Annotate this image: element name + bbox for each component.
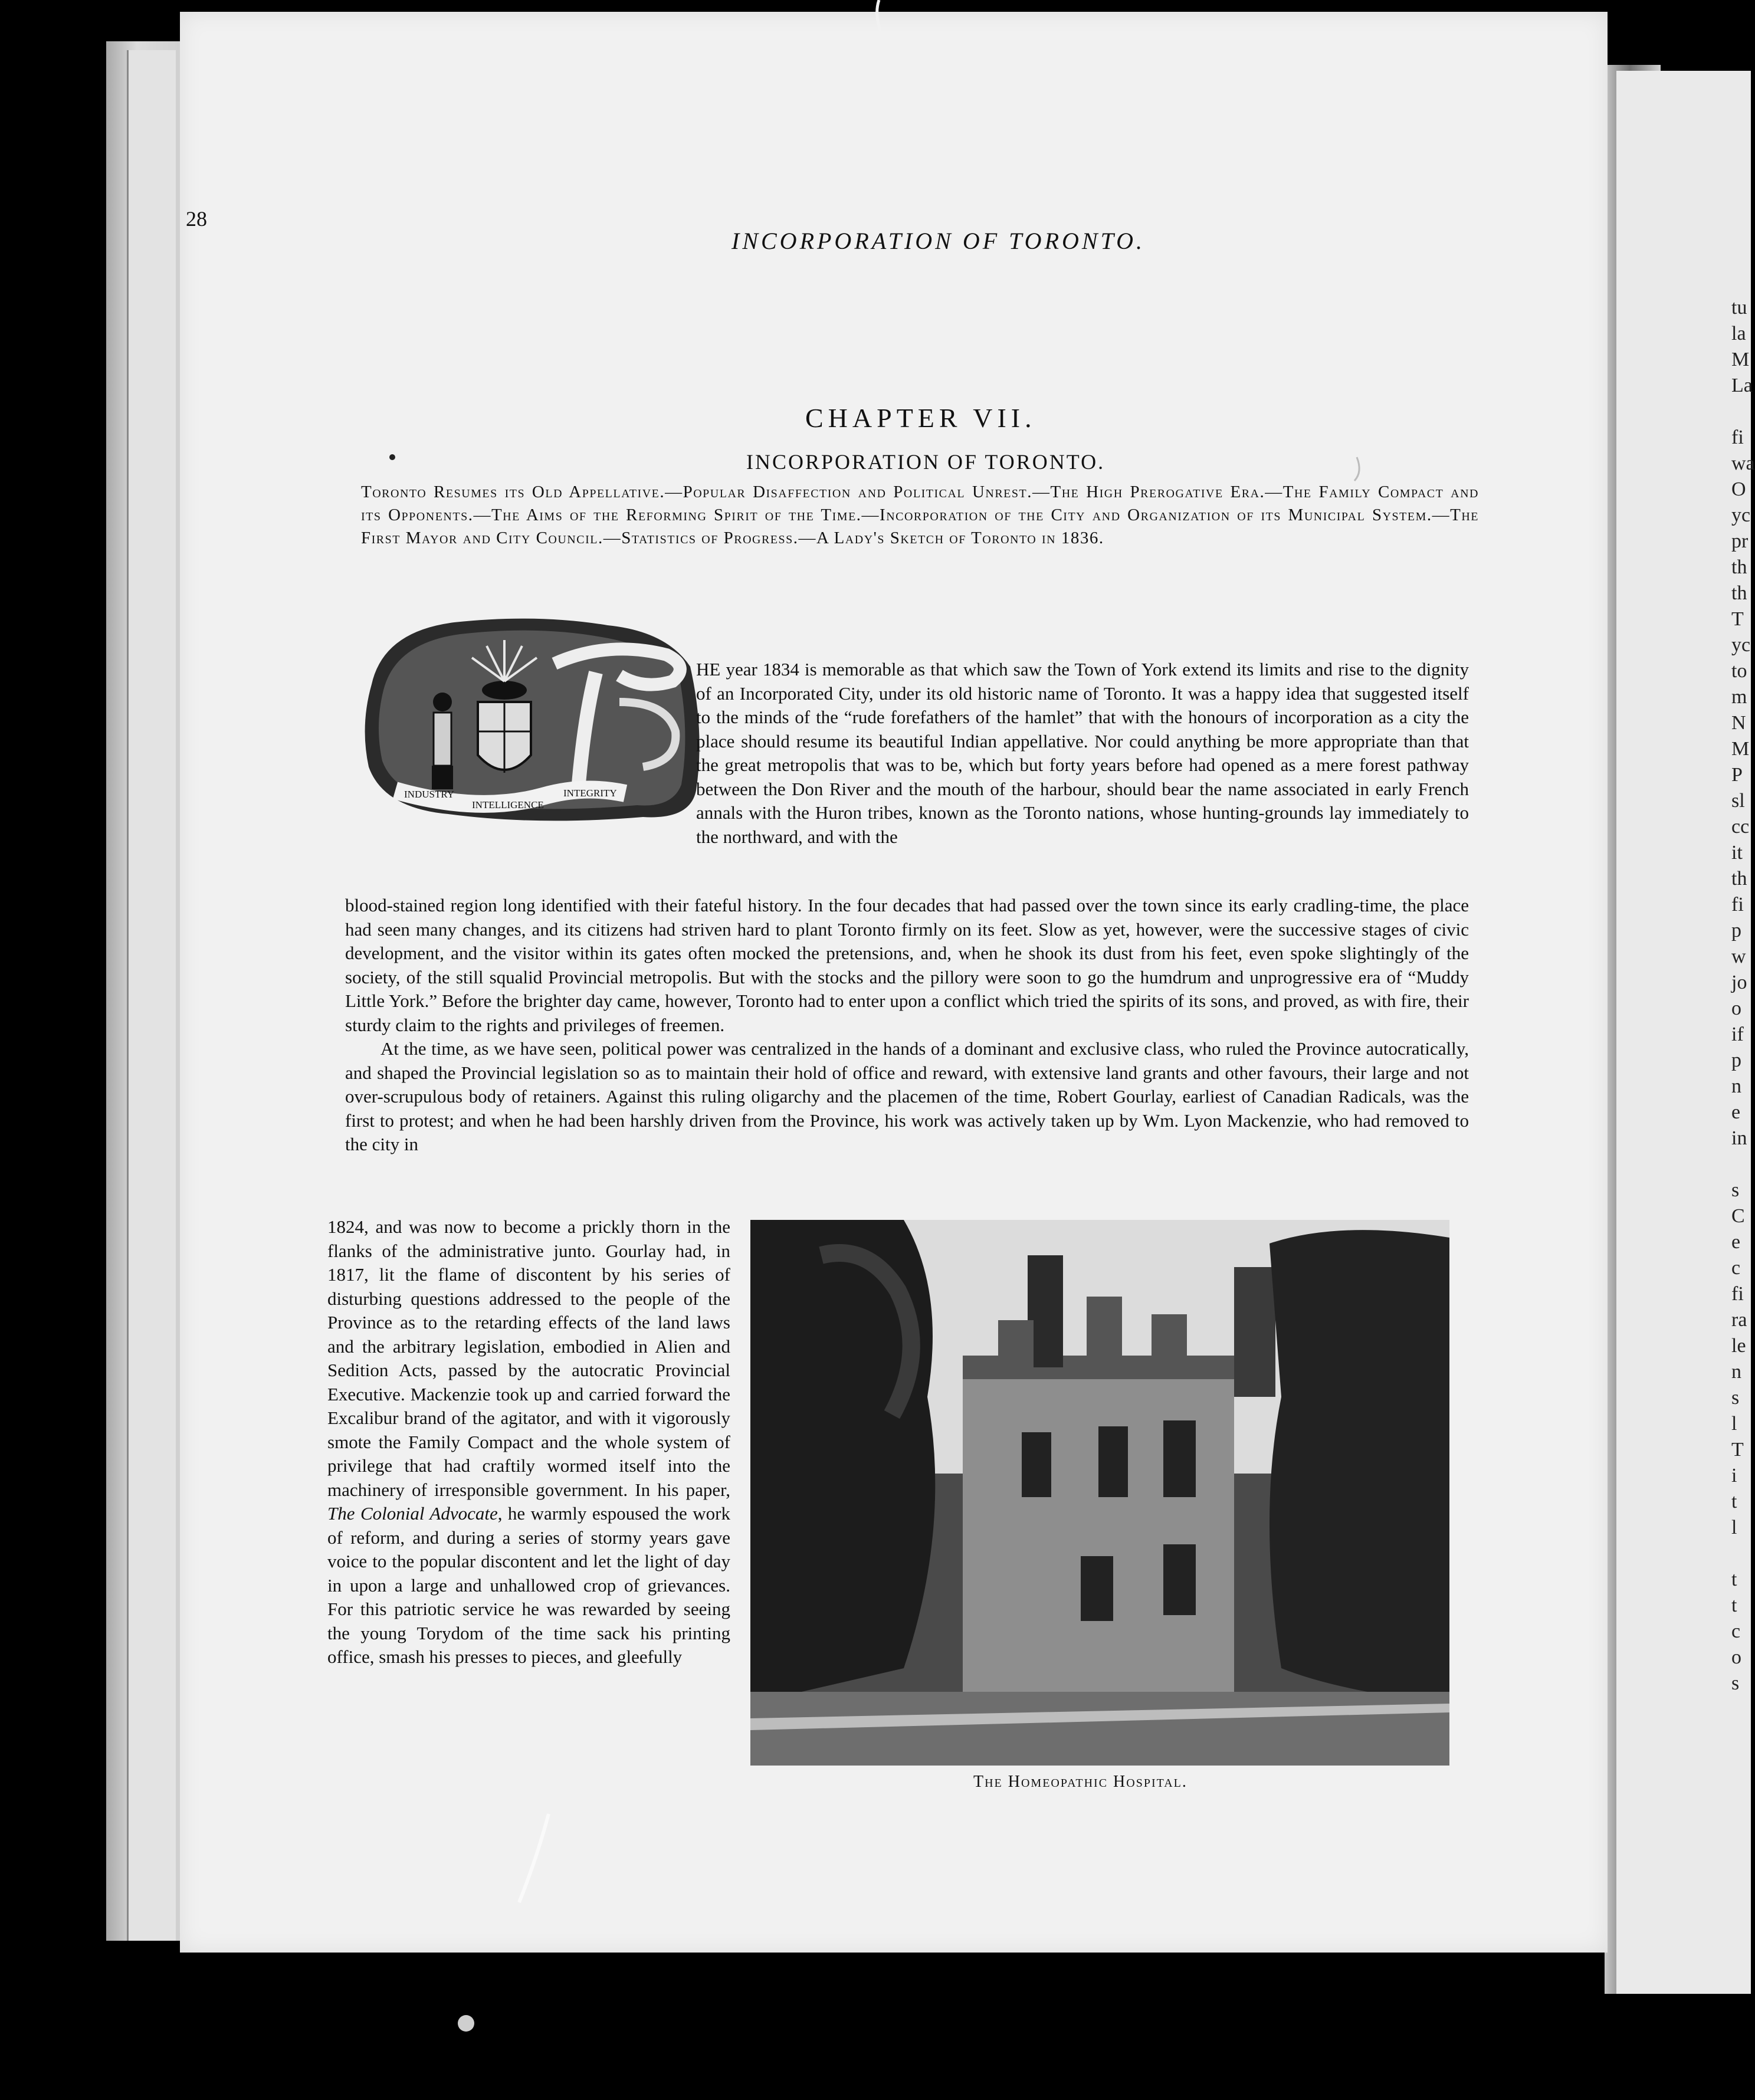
facing-page-line: ra: [1731, 1309, 1747, 1331]
chapter-title: CHAPTER VII.: [805, 403, 1036, 433]
facing-page-line: p: [1731, 1049, 1741, 1071]
page-number: 28: [186, 207, 207, 231]
text-run: 1824, and was now to become a prickly thorn in the flanks of the administrative junto. Gourlay had, in 1817, lit the flame of discontent by his series of disturbing questions addressed to the people of the Province as to the retarding effects of the land laws and the arbitrary legislation, embodied in Alien and Sedition Acts, passed by the autocratic Provincial Executive. Mackenzie took up and carried forward the Excalibur brand of the agitator, and with it vigorously smote the Family Compact and the whole system of privilege that had craftily wormed itself into the machinery of irresponsible government. In his paper,: [327, 1216, 730, 1500]
facing-page-line: yc: [1731, 504, 1751, 526]
paragraph: At the time, as we have seen, political power was centralized in the hands of a dominant and exclusive class, who ruled the Province autocratically, and shaped the Provincial legislation so as to maintain their hold of office and reward, with extensive land grants and other favours, their large and not over-scrupulous body of retainers. Against this ruling oligarchy and the placemen of the time, Robert Gourlay, earliest of Canadian Radicals, was the first to protest; and when he had been harshly driven from the Province, his work was actively taken up by Wm. Lyon Mackenzie, who had removed to the city in: [345, 1038, 1469, 1154]
facing-page-line: to: [1731, 660, 1747, 682]
facing-page-line: O: [1731, 478, 1746, 500]
facing-page-line: p: [1731, 920, 1741, 941]
facing-page-line: th: [1731, 556, 1747, 578]
facing-page-line: t: [1731, 1594, 1737, 1616]
facing-page-line: yc: [1731, 634, 1751, 656]
hospital-photograph: [750, 1220, 1449, 1766]
facing-page-line: l: [1731, 1517, 1737, 1538]
paragraph: [327, 1215, 730, 1669]
text-run: , he warmly espoused the work of reform, and during a series of stormy years gave voice to the popular discontent and let the light of day in upon a large and unhallowed crop of grievances. For this patriotic service he was rewarded by seeing the young Torydom of the time sack his printing office, smash his presses to pieces, and gleefully: [327, 1503, 730, 1667]
book-edge-inner: [127, 50, 176, 1941]
facing-page-line: m: [1731, 686, 1747, 708]
facing-page-line: t: [1731, 1491, 1737, 1512]
facing-page-line: if: [1731, 1023, 1744, 1045]
supporter-figure-icon: [432, 693, 453, 789]
facing-page-line: M: [1731, 349, 1750, 370]
facing-page-line: fi: [1731, 1283, 1744, 1305]
figure-caption: The Homeopathic Hospital.: [973, 1773, 1188, 1791]
chapter-synopsis: Toronto Resumes its Old Appellative.—Popular Disaffection and Political Unrest.—The High Prerogative Era.—The Family Compact and its Opponents.—The Aims of the Reforming Spirit of the Time.—Incorporation of the City and Organization of its Municipal System.—The First Mayor and City Council.—Statistics of Progress.—A Lady's Sketch of Toronto in 1836.: [361, 483, 1479, 547]
facing-page-line: n: [1731, 1361, 1741, 1383]
paragraph: blood-stained region long identified with their fateful history. In the four decades that had passed over the town since its early cradling-time, the place had seen many changes, and its citizens had striven hard to plant Toronto firmly on its feet. Slow as yet, however, were the successive stages of civic development, and the visitor within its gates often mocked the pretensions, and, when he shook its dust from his feet, even spoke slightingly of the society, of the still squalid Provincial metropolis. But with the stocks and the pillory were soon to go the humdrum and unprogressive era of “Muddy Little York.” Before the brighter day came, however, Toronto had to enter upon a conflict which tried the spirits of its sons, and proved, as with fire, their sturdy claim to the rights and privileges of freemen.: [345, 895, 1469, 1035]
motto-word-3: INTEGRITY: [563, 788, 617, 799]
facing-page-line: s: [1731, 1179, 1740, 1201]
facing-page-line: c: [1731, 1620, 1741, 1642]
tree-right-icon: [1269, 1230, 1449, 1704]
facing-page-line: M: [1731, 738, 1750, 760]
facing-page-line: c: [1731, 1257, 1741, 1279]
tree-left-icon: [750, 1220, 935, 1704]
facing-page-line: fi: [1731, 426, 1744, 448]
facing-page-line: la: [1731, 323, 1746, 344]
facing-page-line: [1731, 399, 1755, 425]
motto-word-1: INDUSTRY: [404, 789, 455, 800]
facing-page-line: e: [1731, 1101, 1741, 1123]
column-text: [327, 1215, 730, 1669]
facing-page-line: it: [1731, 842, 1743, 864]
facing-page-line: e: [1731, 1231, 1741, 1253]
facing-page-line: in: [1731, 1127, 1747, 1149]
facing-page-line: o: [1731, 1646, 1741, 1668]
facing-page-line: P: [1731, 764, 1743, 786]
chapter-subtitle: INCORPORATION OF TORONTO.: [746, 450, 1106, 474]
facing-page-line: le: [1731, 1335, 1746, 1357]
facing-page-line: th: [1731, 582, 1747, 604]
facing-page-line: s: [1731, 1672, 1740, 1694]
facing-page-line: T: [1731, 608, 1744, 630]
newspaper-title: The Colonial Advocate: [327, 1503, 498, 1524]
facing-page-line: s: [1731, 1387, 1740, 1409]
running-head: INCORPORATION OF TORONTO.: [731, 228, 1145, 254]
facing-page-line: wa: [1731, 452, 1755, 474]
facing-page-line: tu: [1731, 297, 1747, 319]
city-arms-dropcap-illustration: [360, 613, 705, 826]
opening-paragraph: HE year 1834 is memorable as that which saw the Town of York extend its limits and rise to the dignity of an Incorporated City, under its old historic name of Toronto. It was a happy idea that suggested itself to the minds of the “rude forefathers of the hamlet” that with the honours of incorporation as a city the place should resume its beautiful Indian appellative. Nor could anything be more appropriate than that the great metropolis that was to be, which but forty years before had opened as a mere forest pathway between the Don River and the mouth of the harbour, should bear the name associated in early French annals with the Huron tribes, known as the Toronto nations, whose hunting-grounds lay immediately to the northward, and with the: [696, 659, 1469, 847]
facing-page-line: fi: [1731, 894, 1744, 916]
facing-page-line: w: [1731, 946, 1746, 967]
facing-page-line: La: [1731, 375, 1753, 396]
facing-page-line: [1731, 1151, 1755, 1177]
facing-page-line: i: [1731, 1465, 1737, 1487]
beaver-crest-icon: [482, 681, 527, 700]
full-width-text: [345, 894, 1469, 1157]
facing-page-line: jo: [1731, 972, 1747, 993]
facing-page-line: cc: [1731, 816, 1750, 838]
facing-page-line: t: [1731, 1569, 1737, 1590]
motto-word-2: INTELLIGENCE: [472, 799, 544, 811]
facing-page: [1616, 71, 1751, 1994]
facing-page-text: [1731, 295, 1755, 1697]
shield-icon: [478, 702, 531, 773]
facing-page-line: pr: [1731, 530, 1749, 552]
facing-page-line: C: [1731, 1205, 1745, 1227]
facing-page-line: th: [1731, 868, 1747, 890]
facing-page-line: N: [1731, 712, 1746, 734]
facing-page-line: T: [1731, 1439, 1744, 1461]
facing-page-line: o: [1731, 998, 1741, 1019]
facing-page-line: sl: [1731, 790, 1745, 812]
facing-page-line: l: [1731, 1413, 1737, 1435]
facing-page-line: [1731, 1541, 1755, 1567]
facing-page-line: n: [1731, 1075, 1741, 1097]
